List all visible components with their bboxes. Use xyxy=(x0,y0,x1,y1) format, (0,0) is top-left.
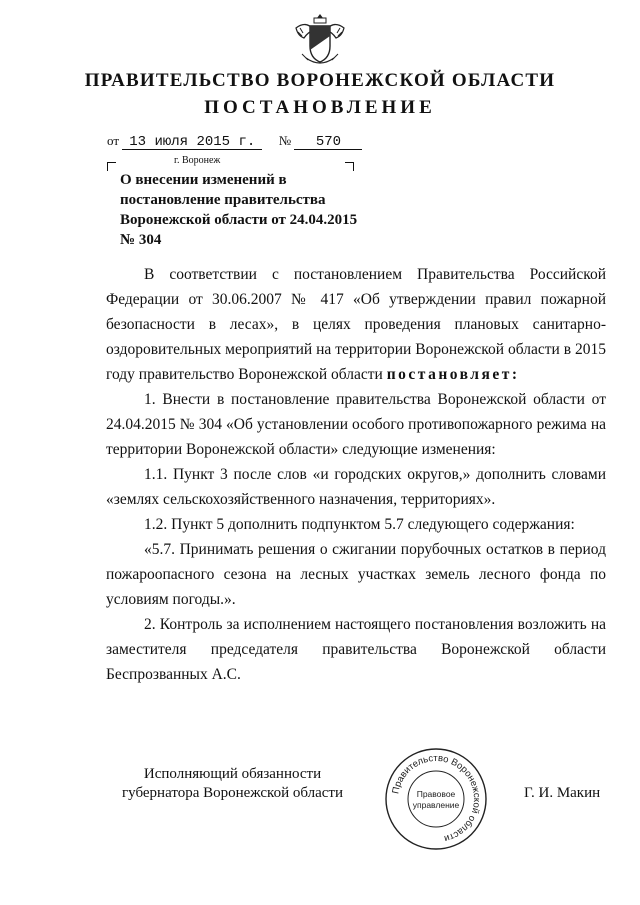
body-paragraph-5: «5.7. Принимать решения о сжигании порубочных остатков в период пожароопасного сезона на лесных участках земель лесного фонда по условиям погоды.». xyxy=(106,541,606,608)
document-number: 570 xyxy=(294,135,362,150)
date-prefix: от xyxy=(107,133,120,148)
coat-of-arms-icon xyxy=(292,10,348,70)
stamp-ring-text: Правительство Воронежской области xyxy=(390,752,483,845)
document-body xyxy=(106,262,606,687)
document-date: 13 июля 2015 г. xyxy=(122,135,262,150)
body-paragraph-2: 1. Внести в постановление правительства Воронежской области от 24.04.2015 № 304 «Об установлении особого противопожарного режима на территории Воронежской области» следующие изменения: xyxy=(106,391,606,458)
document-meta xyxy=(107,133,362,150)
organization-name: ПРАВИТЕЛЬСТВО ВОРОНЕЖСКОЙ ОБЛАСТИ xyxy=(84,70,556,91)
document-subject: О внесении изменений в постановление правительства Воронежской области от 24.04.2015 № 304 xyxy=(120,172,358,248)
decree-keyword: постановляет: xyxy=(386,366,520,383)
stamp-center-line-1: Правовое xyxy=(416,789,456,799)
number-prefix: № xyxy=(278,133,292,148)
official-stamp xyxy=(383,746,489,852)
body-paragraph-6: 2. Контроль за исполнением настоящего постановления возложить на заместителя председателя правительства Воронежской области Беспрозванных А.С. xyxy=(106,616,606,683)
city: г. Воронеж xyxy=(174,155,221,166)
body-paragraph-4: 1.2. Пункт 5 дополнить подпунктом 5.7 следующего содержания: xyxy=(144,516,575,533)
stamp-center-line-2: управление xyxy=(412,800,460,810)
document-type: ПОСТАНОВЛЕНИЕ xyxy=(204,97,436,118)
signatory-name: Г. И. Макин xyxy=(524,785,601,801)
position-line-1: Исполняющий обязанности xyxy=(143,766,322,782)
paragraph-text: В соответствии с постановлением Правительства Российской Федерации от 30.06.2007 № 417 «Об утверждении правил пожарной безопасности в лесах», в целях проведения плановых санитарно-оздоровительных мероприятий на территории Воронежской области в 2015 году правительство Воронежской области xyxy=(106,266,606,383)
subject-bracket-left xyxy=(107,162,116,171)
body-paragraph-1 xyxy=(106,262,606,387)
signatory-position xyxy=(122,765,343,803)
position-line-2: губернатора Воронежской области xyxy=(122,785,343,801)
body-paragraph-3: 1.1. Пункт 3 после слов «и городских округов,» дополнить словами «землях сельскохозяйственного назначения, территориях». xyxy=(106,466,606,508)
